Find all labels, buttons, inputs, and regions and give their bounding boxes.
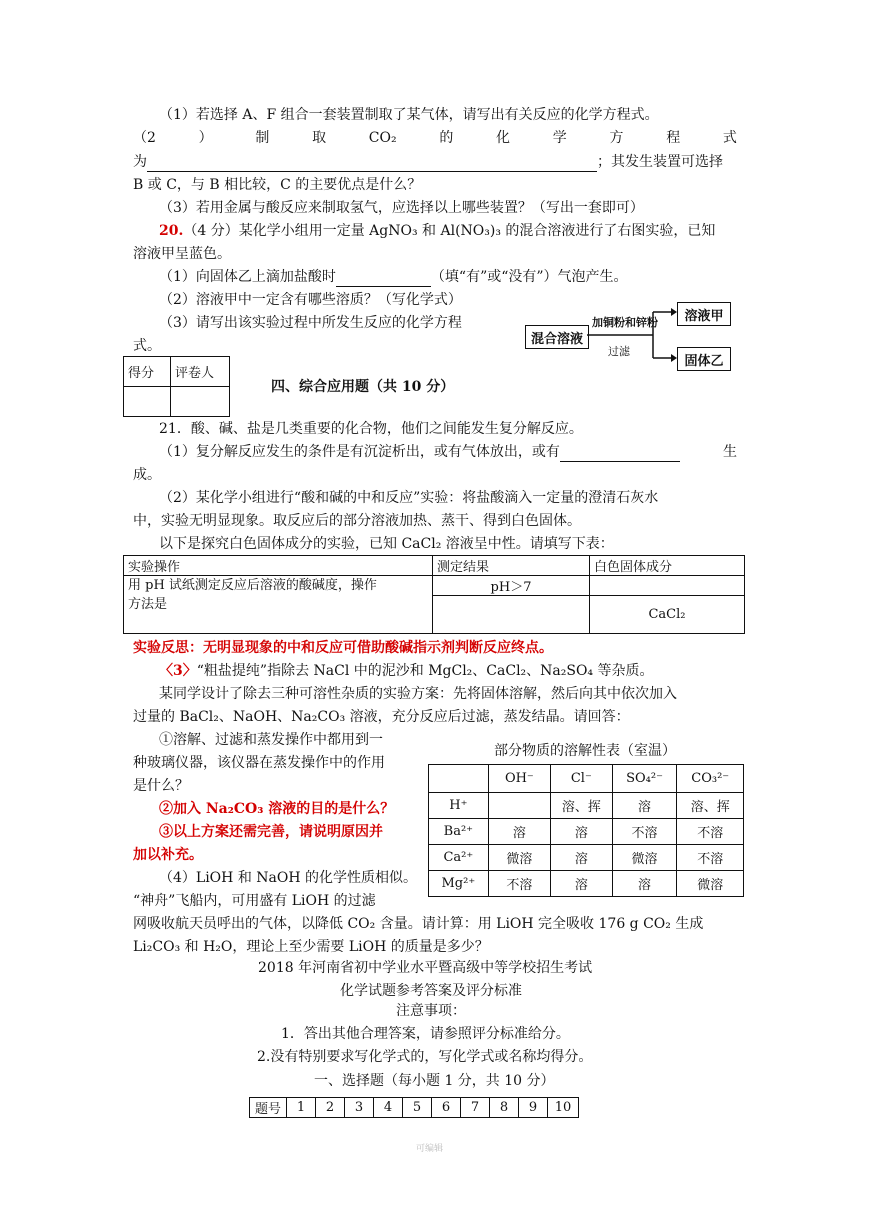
- q19-part2-token: 学: [552, 130, 567, 146]
- qnum-cell: 4: [374, 1098, 403, 1118]
- q21-sub1: ①溶解、过滤和蒸发操作中都用到一: [159, 732, 383, 748]
- q21-sub2: ②加入 Na₂CO₃ 溶液的目的是什么？: [159, 801, 395, 817]
- qnum-cell: 9: [519, 1098, 548, 1118]
- solubility-col-header: CO₃²⁻: [677, 765, 744, 793]
- answers-note-2: 2.没有特别要求写化学式的，写化学式或名称均得分。: [257, 1049, 593, 1065]
- q21-intro: 21．酸、碱、盐是几类重要的化合物，他们之间能发生复分解反应。: [159, 421, 583, 437]
- answers-section-1: 一、选择题（每小题 1 分，共 10 分）: [314, 1073, 555, 1089]
- operation-cell: [124, 576, 433, 634]
- header-result: 测定结果: [433, 556, 590, 576]
- solubility-cell: [488, 793, 550, 819]
- solubility-cell: 溶: [612, 871, 677, 897]
- result-cell-1: pH＞7: [433, 576, 590, 596]
- q20-part2: （2）溶液甲中一定含有哪些溶质？（写化学式）: [159, 292, 462, 308]
- qnum-cell: 1: [287, 1098, 316, 1118]
- section-4-heading: 四、综合应用题（共 10 分）: [271, 379, 455, 395]
- solubility-cell: 溶: [551, 845, 613, 871]
- solubility-row-header: H⁺: [429, 793, 489, 819]
- header-operation: 实验操作: [124, 556, 433, 576]
- q21-part4-line2: “神舟”飞船内，可用盛有 LiOH 的过滤: [133, 893, 376, 909]
- solubility-cell: 溶: [612, 793, 677, 819]
- q20-number: 20.: [159, 223, 184, 239]
- q21-part4: （4）LiOH 和 NaOH 的化学性质相似。: [159, 870, 418, 886]
- solubility-cell: 溶、挥: [677, 793, 744, 819]
- q19-part2-line1: [133, 128, 737, 148]
- q19-part2-token: 式: [722, 130, 737, 146]
- solubility-cell: 微溶: [488, 845, 550, 871]
- q19-part2-line2: [133, 152, 723, 172]
- answers-note-1: 1．答出其他合理答案，请参照评分标准给分。: [281, 1026, 570, 1042]
- score-header: 得分: [124, 357, 171, 387]
- q20-part3: （3）请写出该实验过程中所发生反应的化学方程: [159, 315, 462, 331]
- qnum-cell: 6: [432, 1098, 461, 1118]
- operation-line2: 方法是: [128, 597, 168, 612]
- solubility-cell: 不溶: [677, 845, 744, 871]
- process-label-bottom: 过滤: [608, 345, 630, 358]
- result-cell-2[interactable]: [433, 596, 590, 634]
- q19-part2-tail: ；其发生装置可选择: [597, 154, 723, 170]
- answers-title: 2018 年河南省初中学业水平暨高级中等学校招生考试: [258, 960, 593, 976]
- q19-part2-token: 程: [666, 130, 681, 146]
- q20-intro-text: （4 分）某化学小组用一定量 AgNO₃ 和 Al(NO₃)₃ 的混合溶液进行了右图实验，已知: [183, 223, 716, 239]
- answer-blank[interactable]: [560, 447, 680, 462]
- qnum-cell: 3: [345, 1098, 374, 1118]
- q19-part3: （3）若用金属与酸反应来制取氢气，应选择以上哪些装置？（写出一套即可）: [159, 200, 644, 216]
- q21-part1-tail: 生: [723, 444, 737, 460]
- solubility-cell: 溶: [551, 871, 613, 897]
- q21-sub1-line3: 是什么？: [133, 778, 189, 794]
- answers-notes-heading: 注意事项：: [396, 1003, 466, 1019]
- q21-part3-line2: 某同学设计了除去三种可溶性杂质的实验方案：先将固体溶解，然后向其中依次加入: [159, 686, 677, 702]
- solubility-col-header: Cl⁻: [551, 765, 613, 793]
- solubility-col-header: OH⁻: [488, 765, 550, 793]
- q21-part3-line3: 过量的 BaCl₂、NaOH、Na₂CO₃ 溶液，充分反应后过滤，蒸发结晶。请回答：: [133, 709, 630, 725]
- q19-part2-token: 化: [496, 130, 511, 146]
- q19-part2-token: 取: [312, 130, 327, 146]
- q21-part1-text: （1）复分解反应发生的条件是有沉淀析出，或有气体放出，或有: [159, 444, 560, 460]
- header-solid: 白色固体成分: [590, 556, 745, 576]
- process-label-top: 加铜粉和锌粉: [592, 316, 658, 329]
- answer-blank[interactable]: [147, 157, 597, 172]
- q19-part2-token: （2: [133, 130, 156, 146]
- answers-subtitle: 化学试题参考答案及评分标准: [340, 983, 522, 999]
- q19-part1: （1）若选择 A、F 组合一套装置制取了某气体，请写出有关反应的化学方程式。: [159, 107, 659, 123]
- q21-part4-line4: Li₂CO₃ 和 H₂O，理论上至少需要 LiOH 的质量是多少？: [133, 939, 489, 955]
- solubility-row-header: Mg²⁺: [429, 871, 489, 897]
- solid-cell-2: CaCl₂: [590, 596, 745, 634]
- q19-part2-lead: 为: [133, 154, 147, 170]
- solubility-cell: 溶: [488, 819, 550, 845]
- solution-a-box: 溶液甲: [677, 302, 731, 326]
- experiment-table: [123, 555, 745, 634]
- solubility-table: [428, 764, 744, 897]
- solubility-cell: 溶: [551, 819, 613, 845]
- qnum-cell: 10: [548, 1098, 579, 1118]
- q20-part1-tail: （填“有”或“没有”）气泡产生。: [430, 269, 628, 285]
- solubility-cell: 不溶: [488, 871, 550, 897]
- solubility-row-header: Ca²⁺: [429, 845, 489, 871]
- q21-part3: [159, 661, 654, 681]
- solubility-cell: 不溶: [612, 819, 677, 845]
- q20-part1: [159, 267, 628, 287]
- q21-part2: （2）某化学小组进行“酸和碱的中和反应”实验：将盐酸滴入一定量的澄清石灰水: [159, 490, 659, 506]
- question-number-table: [249, 1097, 579, 1118]
- score-table: [123, 356, 230, 417]
- solubility-cell: 溶、挥: [551, 793, 613, 819]
- qnum-cell: 5: [403, 1098, 432, 1118]
- flow-arrows-icon: [587, 300, 677, 370]
- q20-part3-line2: 式。: [133, 338, 161, 354]
- solubility-caption: 部分物质的溶解性表（室温）: [494, 743, 676, 759]
- solubility-cell: 微溶: [677, 871, 744, 897]
- solubility-col-header: [429, 765, 489, 793]
- q21-part1-line2: 成。: [133, 467, 161, 483]
- score-cell[interactable]: [124, 387, 171, 417]
- solubility-cell: 微溶: [612, 845, 677, 871]
- q20-part1-text: （1）向固体乙上滴加盐酸时: [159, 269, 336, 285]
- footer-mark: 可编辑: [416, 1144, 444, 1154]
- qnum-cell: 8: [490, 1098, 519, 1118]
- qnum-header: 题号: [250, 1098, 287, 1118]
- operation-line1: 用 pH 试纸测定反应后溶液的酸碱度，操作: [128, 578, 377, 593]
- q21-part3-text: “粗盐提纯”指除去 NaCl 中的泥沙和 MgCl₂、CaCl₂、Na₂SO₄ 等杂质。: [196, 663, 654, 679]
- solubility-row-header: Ba²⁺: [429, 819, 489, 845]
- solubility-col-header: SO₄²⁻: [612, 765, 677, 793]
- solubility-cell: 不溶: [677, 819, 744, 845]
- q20-intro-line2: 溶液甲呈蓝色。: [133, 246, 231, 262]
- q21-part2-line3: 以下是探究白色固体成分的实验，已知 CaCl₂ 溶液呈中性。请填写下表：: [159, 536, 614, 552]
- answer-blank[interactable]: [336, 272, 431, 287]
- mixed-solution-box: 混合溶液: [525, 325, 589, 349]
- experiment-reflection: 实验反思：无明显现象的中和反应可借助酸碱指示剂判断反应终点。: [133, 640, 553, 656]
- q21-sub1-line2: 种玻璃仪器，该仪器在蒸发操作中的作用: [133, 755, 385, 771]
- grader-cell[interactable]: [171, 387, 230, 417]
- q19-part2-token: 方: [609, 130, 624, 146]
- q19-part2-token: CO₂: [368, 130, 397, 146]
- q21-part1: [159, 442, 680, 462]
- q21-part3-label: 〈3〉: [159, 663, 197, 679]
- grader-header: 评卷人: [171, 357, 230, 387]
- solid-cell-1[interactable]: [590, 576, 745, 596]
- q19-part2-line3: B 或 C，与 B 相比较，C 的主要优点是什么？: [133, 177, 422, 193]
- qnum-cell: 7: [461, 1098, 490, 1118]
- qnum-cell: 2: [316, 1098, 345, 1118]
- solid-b-box: 固体乙: [677, 347, 731, 371]
- q21-part4-line3: 网吸收航天员呼出的气体，以降低 CO₂ 含量。请计算：用 LiOH 完全吸收 176 g CO₂ 生成: [133, 916, 704, 932]
- q21-sub3-line2: 加以补充。: [133, 847, 203, 863]
- q19-part2-token: 的: [439, 130, 454, 146]
- q21-part2-line2: 中，实验无明显现象。取反应后的部分溶液加热、蒸干、得到白色固体。: [133, 513, 581, 529]
- q21-sub3: ③以上方案还需完善，请说明原因并: [159, 824, 383, 840]
- q19-part2-token: 制: [255, 130, 270, 146]
- q19-part2-token: ）: [198, 130, 213, 146]
- q20-intro: [159, 221, 715, 241]
